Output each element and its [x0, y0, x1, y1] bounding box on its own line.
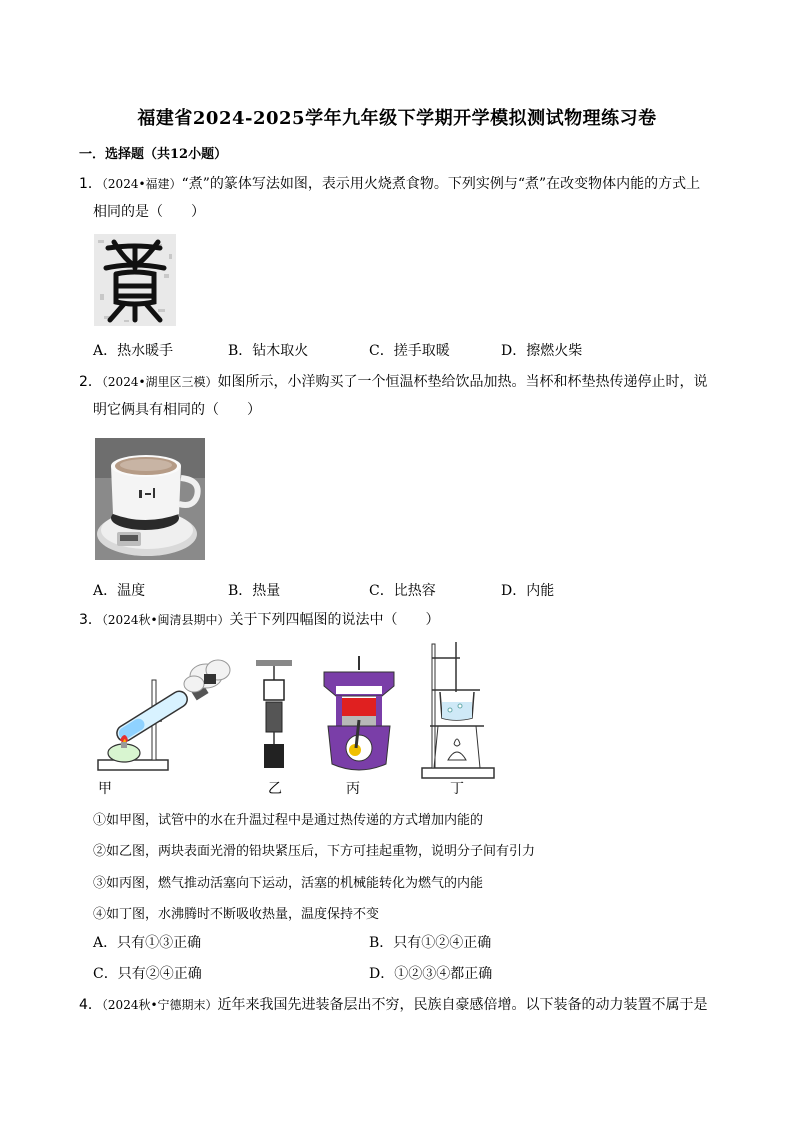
statement-1: ①如甲图，试管中的水在升温过程中是通过热传递的方式增加内能的	[93, 813, 484, 828]
figure-caption-ding: 丁	[450, 781, 464, 797]
option-d[interactable]: D．擦燃火柴	[501, 343, 583, 359]
question-2	[79, 368, 724, 424]
option-a[interactable]: A．只有①③正确	[93, 935, 202, 951]
statement-2: ②如乙图，两块表面光滑的铅块紧压后，下方可挂起重物，说明分子间有引力	[93, 844, 536, 859]
question-source: （2024•福建）	[101, 177, 182, 191]
question-text: 如图所示，小洋购买了一个恒温杯垫给饮品加热。当杯和杯垫热传递停止时，说	[217, 374, 708, 390]
question-text: 近年来我国先进装备层出不穷，民族自豪感倍增。以下装备的动力装置不属于是	[217, 997, 708, 1013]
statement-4: ④如丁图，水沸腾时不断吸收热量，温度保持不变	[93, 907, 380, 922]
cup-warmer-photo	[95, 438, 205, 560]
question-source: （2024秋•闽清县期中）	[101, 613, 230, 627]
question-source: （2024秋•宁德期末）	[101, 998, 218, 1012]
option-c[interactable]: C．比热容	[369, 583, 436, 599]
option-d[interactable]: D．①②③④都正确	[369, 966, 493, 982]
option-b[interactable]: B．只有①②④正确	[369, 935, 492, 951]
seal-script-zhu-image	[94, 234, 176, 326]
figure-caption-jia: 甲	[98, 781, 112, 797]
figure-caption-yi: 乙	[268, 781, 282, 797]
option-b[interactable]: B．钻木取火	[228, 343, 309, 359]
options-q3-row2	[93, 963, 713, 985]
question-1	[79, 170, 724, 226]
figure-yi-lead-blocks	[256, 660, 292, 776]
question-text-cont: 相同的是（ ）	[93, 204, 205, 220]
question-text: 关于下列四幅图的说法中（ ）	[229, 612, 440, 628]
figure-ding-boiling-water	[420, 640, 496, 780]
question-4	[79, 991, 724, 1019]
section-heading: 一．选择题（共12小题）	[79, 147, 228, 162]
option-a[interactable]: A．热水暖手	[93, 343, 174, 359]
question-number: 3．	[79, 612, 102, 628]
option-a[interactable]: A．温度	[93, 583, 146, 599]
option-b[interactable]: B．热量	[228, 583, 281, 599]
figure-bing-engine-cylinder	[322, 656, 396, 774]
options-q3-row1	[93, 932, 713, 954]
figure-jia-test-tube-heating	[94, 656, 244, 776]
question-number: 1．	[79, 176, 102, 192]
options-q1	[93, 340, 713, 362]
question-text-cont: 明它俩具有相同的（ ）	[93, 402, 261, 418]
option-c[interactable]: C．只有②④正确	[93, 966, 202, 982]
question-text: “煮”的篆体写法如图，表示用火烧煮食物。下列实例与“煮”在改变物体内能的方式上	[181, 176, 701, 192]
option-d[interactable]: D．内能	[501, 583, 555, 599]
question-number: 2．	[79, 374, 102, 390]
page-title: 福建省2024-2025学年九年级下学期开学模拟测试物理练习卷	[137, 108, 657, 129]
question-3	[79, 606, 724, 634]
statement-3: ③如丙图，燃气推动活塞向下运动，活塞的机械能转化为燃气的内能	[93, 876, 484, 891]
question-source: （2024•湖里区三模）	[101, 375, 218, 389]
option-c[interactable]: C．搓手取暖	[369, 343, 450, 359]
question-number: 4．	[79, 997, 102, 1013]
figure-caption-bing: 丙	[346, 781, 360, 797]
options-q2	[93, 580, 713, 602]
